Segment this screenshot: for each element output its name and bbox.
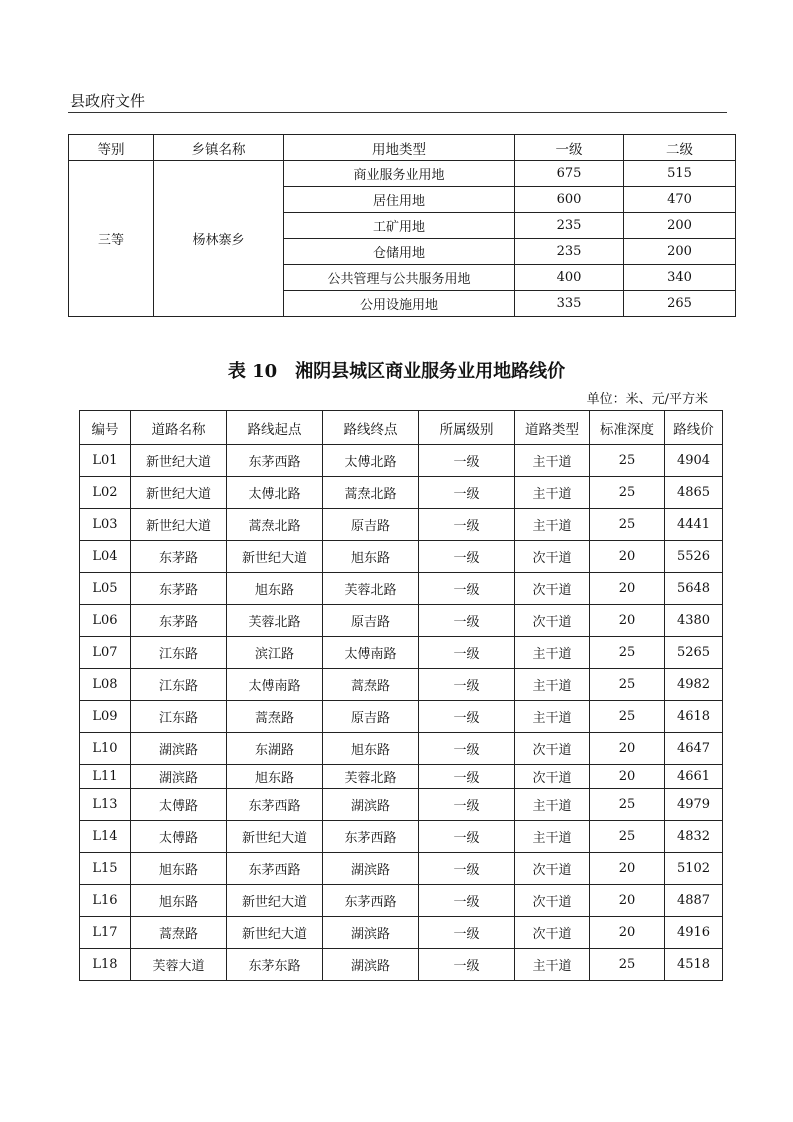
table2-cell-road: 江东路 — [131, 669, 227, 701]
table2-cell-start: 蒿焘路 — [227, 701, 323, 733]
table2-cell-id: L01 — [80, 445, 131, 477]
table2-cell-start: 蒿焘北路 — [227, 509, 323, 541]
table2-cell-id: L11 — [80, 765, 131, 789]
table2-cell-road-type: 主干道 — [515, 509, 590, 541]
table2-cell-price: 4380 — [665, 605, 723, 637]
table2-cell-price: 4916 — [665, 917, 723, 949]
table2-cell-end: 蒿焘北路 — [323, 477, 419, 509]
table2-cell-id: L16 — [80, 885, 131, 917]
table2-cell-end: 原吉路 — [323, 509, 419, 541]
table2-cell-level: 一级 — [419, 885, 515, 917]
table2-cell-depth: 25 — [590, 821, 665, 853]
table2-cell-road: 芙蓉大道 — [131, 949, 227, 981]
table1-cell-type: 商业服务业用地 — [284, 161, 515, 187]
table1-cell-level2: 470 — [624, 187, 736, 213]
table2-cell-price: 4904 — [665, 445, 723, 477]
table2-cell-end: 太傅南路 — [323, 637, 419, 669]
table2-cell-road-type: 主干道 — [515, 701, 590, 733]
table2-header-row — [80, 411, 723, 445]
table2-header-price: 路线价 — [665, 411, 723, 445]
table2-cell-start: 旭东路 — [227, 765, 323, 789]
table2-row — [80, 765, 723, 789]
table2-cell-end: 湖滨路 — [323, 853, 419, 885]
table2-cell-road: 东茅路 — [131, 605, 227, 637]
table2-cell-price: 4887 — [665, 885, 723, 917]
table2-cell-end: 东茅西路 — [323, 821, 419, 853]
table2-cell-road: 太傅路 — [131, 789, 227, 821]
table2-cell-id: L08 — [80, 669, 131, 701]
table2-cell-id: L13 — [80, 789, 131, 821]
table1-header-row — [69, 135, 736, 161]
table2-cell-price: 5102 — [665, 853, 723, 885]
table2-cell-depth: 20 — [590, 573, 665, 605]
table2-header-level: 所属级别 — [419, 411, 515, 445]
table1-cell-level2: 265 — [624, 291, 736, 317]
table2-title: 表 10 湘阴县城区商业服务业用地路线价 — [227, 361, 566, 382]
table2-cell-end: 湖滨路 — [323, 789, 419, 821]
table2-cell-level: 一级 — [419, 949, 515, 981]
table2-cell-end: 原吉路 — [323, 605, 419, 637]
table2-cell-depth: 25 — [590, 669, 665, 701]
table2-cell-end: 旭东路 — [323, 733, 419, 765]
table2-cell-depth: 25 — [590, 637, 665, 669]
table2-cell-start: 新世纪大道 — [227, 885, 323, 917]
table2-cell-level: 一级 — [419, 509, 515, 541]
table2-row — [80, 541, 723, 573]
table1-header-level1: 一级 — [515, 135, 624, 161]
table2-cell-price: 4647 — [665, 733, 723, 765]
table2-cell-road-type: 次干道 — [515, 853, 590, 885]
table2-cell-road: 新世纪大道 — [131, 509, 227, 541]
table2-cell-price: 5526 — [665, 541, 723, 573]
table2-cell-road: 东茅路 — [131, 573, 227, 605]
table2-row — [80, 885, 723, 917]
table2-cell-end: 湖滨路 — [323, 949, 419, 981]
table2-cell-level: 一级 — [419, 477, 515, 509]
table2-row — [80, 477, 723, 509]
table1-cell-level2: 200 — [624, 239, 736, 265]
table1-cell-level1: 600 — [515, 187, 624, 213]
table2-header-end: 路线终点 — [323, 411, 419, 445]
table1-cell-type: 工矿用地 — [284, 213, 515, 239]
table2-header-start: 路线起点 — [227, 411, 323, 445]
table2-cell-level: 一级 — [419, 733, 515, 765]
table1-cell-level1: 400 — [515, 265, 624, 291]
table2-cell-road: 湖滨路 — [131, 733, 227, 765]
table2-unit: 单位：米、元/平方米 — [586, 392, 708, 407]
table2-cell-road-type: 次干道 — [515, 733, 590, 765]
table1-cell-type: 公用设施用地 — [284, 291, 515, 317]
table2-cell-start: 东湖路 — [227, 733, 323, 765]
table2-cell-level: 一级 — [419, 853, 515, 885]
table2-row — [80, 733, 723, 765]
table2-cell-start: 太傅南路 — [227, 669, 323, 701]
table2-cell-depth: 20 — [590, 733, 665, 765]
table2-cell-id: L18 — [80, 949, 131, 981]
table2-cell-road-type: 主干道 — [515, 477, 590, 509]
table2-cell-id: L04 — [80, 541, 131, 573]
table2-cell-road: 旭东路 — [131, 885, 227, 917]
table2-row — [80, 821, 723, 853]
table2-cell-id: L09 — [80, 701, 131, 733]
table2-cell-start: 芙蓉北路 — [227, 605, 323, 637]
table2-cell-level: 一级 — [419, 765, 515, 789]
table2-cell-end: 芙蓉北路 — [323, 765, 419, 789]
table2-cell-road-type: 次干道 — [515, 917, 590, 949]
table2-row — [80, 445, 723, 477]
table2-cell-depth: 20 — [590, 853, 665, 885]
table2-cell-start: 太傅北路 — [227, 477, 323, 509]
road-price-table — [79, 410, 723, 981]
table2-header-road: 道路名称 — [131, 411, 227, 445]
table2-cell-level: 一级 — [419, 445, 515, 477]
table2-cell-depth: 25 — [590, 949, 665, 981]
table2-cell-end: 芙蓉北路 — [323, 573, 419, 605]
table2-cell-depth: 25 — [590, 701, 665, 733]
table2-row — [80, 853, 723, 885]
table2-cell-level: 一级 — [419, 605, 515, 637]
table2-cell-road: 东茅路 — [131, 541, 227, 573]
table2-cell-id: L17 — [80, 917, 131, 949]
table2-row — [80, 669, 723, 701]
table2-cell-id: L10 — [80, 733, 131, 765]
table2-cell-level: 一级 — [419, 789, 515, 821]
table2-cell-id: L02 — [80, 477, 131, 509]
table2-cell-price: 4865 — [665, 477, 723, 509]
table2-cell-start: 东茅西路 — [227, 789, 323, 821]
table2-cell-id: L05 — [80, 573, 131, 605]
table1-cell-level1: 675 — [515, 161, 624, 187]
table1-header-grade: 等别 — [69, 135, 154, 161]
table2-cell-level: 一级 — [419, 701, 515, 733]
table2-cell-road-type: 主干道 — [515, 789, 590, 821]
table1-row — [69, 161, 736, 187]
table2-cell-end: 原吉路 — [323, 701, 419, 733]
table2-cell-id: L07 — [80, 637, 131, 669]
table2-cell-road-type: 主干道 — [515, 821, 590, 853]
table2-cell-depth: 20 — [590, 541, 665, 573]
table2-cell-road-type: 主干道 — [515, 669, 590, 701]
table2-cell-road: 江东路 — [131, 701, 227, 733]
table2-cell-start: 滨江路 — [227, 637, 323, 669]
document-header — [68, 88, 727, 113]
table2-cell-road-type: 次干道 — [515, 605, 590, 637]
table2-cell-road: 湖滨路 — [131, 765, 227, 789]
table2-cell-level: 一级 — [419, 917, 515, 949]
table2-header-id: 编号 — [80, 411, 131, 445]
table2-cell-end: 湖滨路 — [323, 917, 419, 949]
table2-cell-road: 江东路 — [131, 637, 227, 669]
table2-cell-price: 5265 — [665, 637, 723, 669]
table2-cell-level: 一级 — [419, 541, 515, 573]
table2-cell-road-type: 次干道 — [515, 765, 590, 789]
table2-cell-end: 蒿焘路 — [323, 669, 419, 701]
table1-header-town: 乡镇名称 — [154, 135, 284, 161]
table2-cell-road: 旭东路 — [131, 853, 227, 885]
table1-cell-level2: 515 — [624, 161, 736, 187]
table1-cell-level1: 235 — [515, 239, 624, 265]
table1-grade-cell: 三等 — [69, 161, 154, 317]
table2-cell-road-type: 次干道 — [515, 573, 590, 605]
table2-row — [80, 509, 723, 541]
land-price-table-by-town — [68, 134, 736, 317]
table2-cell-depth: 25 — [590, 789, 665, 821]
table2-cell-depth: 20 — [590, 605, 665, 637]
table2-header-depth: 标准深度 — [590, 411, 665, 445]
table2-row — [80, 605, 723, 637]
table1-cell-level2: 340 — [624, 265, 736, 291]
table2-cell-road: 太傅路 — [131, 821, 227, 853]
table2-row — [80, 789, 723, 821]
table2-cell-start: 新世纪大道 — [227, 541, 323, 573]
table2-row — [80, 917, 723, 949]
table2-cell-start: 东茅东路 — [227, 949, 323, 981]
table2-cell-start: 旭东路 — [227, 573, 323, 605]
table2-row — [80, 573, 723, 605]
header-title: 县政府文件 — [70, 92, 146, 110]
table2-cell-price: 4518 — [665, 949, 723, 981]
table2-cell-road-type: 主干道 — [515, 949, 590, 981]
table2-cell-level: 一级 — [419, 637, 515, 669]
table1-header-land-type: 用地类型 — [284, 135, 515, 161]
table2-cell-depth: 25 — [590, 445, 665, 477]
table2-cell-end: 太傅北路 — [323, 445, 419, 477]
table1-cell-type: 公共管理与公共服务用地 — [284, 265, 515, 291]
table2-cell-road-type: 次干道 — [515, 885, 590, 917]
table2-cell-price: 5648 — [665, 573, 723, 605]
table2-cell-depth: 20 — [590, 765, 665, 789]
table1-cell-level2: 200 — [624, 213, 736, 239]
table1-cell-level1: 235 — [515, 213, 624, 239]
table2-cell-start: 东茅西路 — [227, 445, 323, 477]
table1-town-cell: 杨林寨乡 — [154, 161, 284, 317]
table2-row — [80, 949, 723, 981]
table2-cell-price: 4979 — [665, 789, 723, 821]
table2-cell-end: 东茅西路 — [323, 885, 419, 917]
table2-header-road-type: 道路类型 — [515, 411, 590, 445]
table2-cell-end: 旭东路 — [323, 541, 419, 573]
table1-cell-level1: 335 — [515, 291, 624, 317]
table2-cell-level: 一级 — [419, 669, 515, 701]
table2-cell-price: 4618 — [665, 701, 723, 733]
table1-cell-type: 仓储用地 — [284, 239, 515, 265]
table2-cell-start: 东茅西路 — [227, 853, 323, 885]
table2-cell-price: 4441 — [665, 509, 723, 541]
table2-cell-price: 4982 — [665, 669, 723, 701]
table2-cell-level: 一级 — [419, 573, 515, 605]
table2-cell-id: L03 — [80, 509, 131, 541]
table2-row — [80, 701, 723, 733]
table2-cell-road-type: 次干道 — [515, 541, 590, 573]
table2-cell-level: 一级 — [419, 821, 515, 853]
table2-cell-depth: 20 — [590, 917, 665, 949]
table2-cell-start: 新世纪大道 — [227, 821, 323, 853]
table2-cell-start: 新世纪大道 — [227, 917, 323, 949]
table2-cell-road: 蒿焘路 — [131, 917, 227, 949]
table2-row — [80, 637, 723, 669]
table1-header-level2: 二级 — [624, 135, 736, 161]
table2-cell-id: L14 — [80, 821, 131, 853]
table2-cell-depth: 20 — [590, 885, 665, 917]
table2-cell-road-type: 主干道 — [515, 445, 590, 477]
table1-cell-type: 居住用地 — [284, 187, 515, 213]
table2-cell-depth: 25 — [590, 477, 665, 509]
table2-cell-road: 新世纪大道 — [131, 445, 227, 477]
table2-cell-road: 新世纪大道 — [131, 477, 227, 509]
table2-cell-depth: 25 — [590, 509, 665, 541]
table2-cell-id: L06 — [80, 605, 131, 637]
table2-cell-price: 4832 — [665, 821, 723, 853]
table2-cell-id: L15 — [80, 853, 131, 885]
table2-cell-road-type: 主干道 — [515, 637, 590, 669]
table2-cell-price: 4661 — [665, 765, 723, 789]
